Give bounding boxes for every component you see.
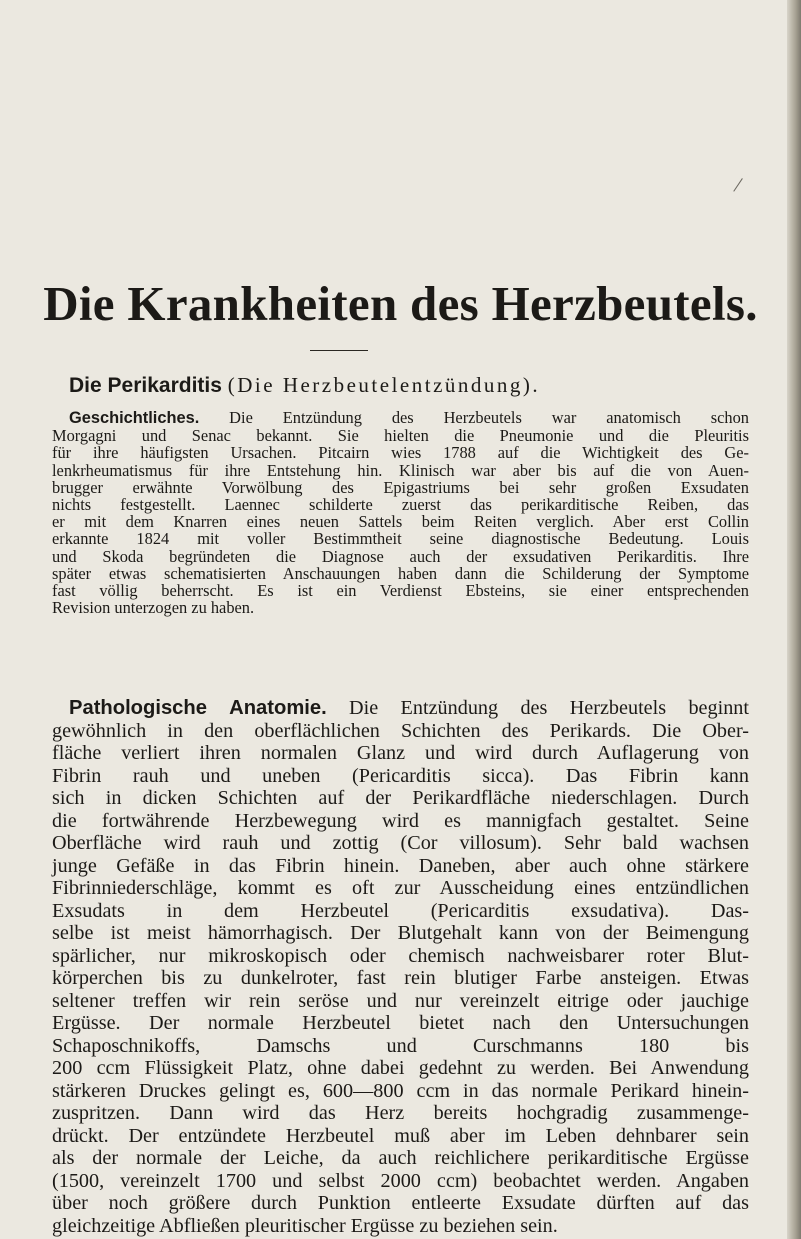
- margin-mark: /: [731, 171, 745, 198]
- text-line: drückt. Der entzündete Herzbeutel muß aber im Leben dehnbarer sein: [52, 1124, 749, 1147]
- chapter-title: Die Krankheiten des Herzbeutels.: [43, 276, 758, 331]
- paragraph-heading: Pathologische Anatomie.: [69, 697, 327, 719]
- text-line: lenkrheumatismus für ihre Entstehung hin. Klinisch war aber bis auf die von Auen-: [52, 460, 749, 480]
- title-rule: [310, 350, 368, 351]
- text-line: als der normale der Leiche, da auch reichlichere perikarditische Ergüsse: [52, 1147, 749, 1169]
- text-line: Schaposchnikoffs, Damschs und Curschmanns 180 bis: [52, 1034, 749, 1057]
- text-line: [52, 697, 749, 720]
- text-line: Ergüsse. Der normale Herzbeutel bietet nach den Untersuchungen: [52, 1012, 749, 1034]
- section-title-main: Die Perikarditis: [69, 374, 222, 397]
- text-line: 200 ccm Flüssigkeit Platz, ohne dabei gedehnt zu werden. Bei Anwendung: [52, 1057, 749, 1079]
- text-line: fast völlig beherrscht. Es ist ein Verdienst Ebsteins, sie einer entsprechenden: [52, 581, 749, 601]
- text-line: Morgagni und Senac bekannt. Sie hielten die Pneumonie und die Pleuritis: [52, 426, 749, 446]
- text-line: Exsudats in dem Herzbeutel (Pericarditis exsudativa). Das-: [52, 899, 749, 922]
- text-line: die fortwährende Herzbewegung wird es mannigfach gestaltet. Seine: [52, 809, 749, 832]
- text-line: gewöhnlich in den oberflächlichen Schichten des Perikards. Die Ober-: [52, 719, 749, 742]
- text-line: fläche verliert ihren normalen Glanz und wird durch Auflagerung von: [52, 742, 749, 764]
- section-title: [69, 373, 540, 398]
- text-line: seltener treffen wir rein seröse und nur vereinzelt eitrige oder jauchige: [52, 989, 749, 1012]
- text-line: (1500, vereinzelt 1700 und selbst 2000 ccm) beobachtet werden. Angaben: [52, 1169, 749, 1192]
- text-line-rest: Die Entzündung des Herzbeutels beginnt: [326, 697, 749, 719]
- text-line: selbe ist meist hämorrhagisch. Der Blutgehalt kann von der Beimengung: [52, 922, 749, 944]
- text-line: Fibrinniederschläge, kommt es oft zur Ausscheidung eines entzündlichen: [52, 877, 749, 899]
- text-line: körperchen bis zu dunkelroter, fast rein blutiger Farbe ansteigen. Etwas: [52, 967, 749, 989]
- text-line-rest: Die Entzündung des Herzbeutels war anatomisch schon: [199, 408, 749, 427]
- text-line: brugger erwähnte Vorwölbung des Epigastriums bei sehr großen Exsudaten: [52, 477, 749, 497]
- text-line: spärlicher, nur mikroskopisch oder chemisch nachweisbarer roter Blut-: [52, 944, 749, 967]
- text-line: gleichzeitige Abfließen pleuritischer Ergüsse zu beziehen sein.: [52, 1214, 558, 1237]
- section-subtitle: (Die Herzbeutelentzündung).: [227, 373, 541, 397]
- text-line: nichts festgestellt. Laennec schilderte zuerst das perikarditische Reiben, das: [52, 495, 749, 515]
- paragraph-geschichtliches: [52, 409, 749, 616]
- paragraph-pathologische-anatomie: [52, 697, 749, 1237]
- text-line: stärkeren Druckes gelingt es, 600—800 ccm in das normale Perikard hinein-: [52, 1079, 749, 1102]
- text-line: junge Gefäße in das Fibrin hinein. Daneben, aber auch ohne stärkere: [52, 854, 749, 877]
- paragraph-heading: Geschichtliches.: [69, 409, 200, 427]
- text-line: sich in dicken Schichten auf der Perikardfläche niederschlagen. Durch: [52, 787, 749, 809]
- text-line: Oberfläche wird rauh und zottig (Cor villosum). Sehr bald wachsen: [52, 832, 749, 854]
- text-line: Fibrin rauh und uneben (Pericarditis sicca). Das Fibrin kann: [52, 764, 749, 787]
- text-line: über noch größere durch Punktion entleerte Exsudate dürften auf das: [52, 1192, 749, 1214]
- page-edge-shadow: [787, 0, 801, 1239]
- text-line: zuspritzen. Dann wird das Herz bereits hochgradig zusammenge-: [52, 1102, 749, 1124]
- text-line: erkannte 1824 mit voller Bestimmtheit seine diagnostische Bedeutung. Louis: [52, 529, 749, 549]
- text-line: er mit dem Knarren eines neuen Sattels beim Reiten verglich. Aber erst Collin: [52, 512, 749, 532]
- text-line: [52, 409, 749, 427]
- text-line: Revision unterzogen zu haben.: [52, 598, 255, 618]
- text-line: später etwas schematisierten Anschauungen haben dann die Schilderung der Symptome: [52, 563, 749, 583]
- text-line: und Skoda begründeten die Diagnose auch der exsudativen Perikarditis. Ihre: [52, 546, 749, 566]
- text-line: für ihre häufigsten Ursachen. Pitcairn wies 1788 auf die Wichtigkeit des Ge-: [52, 443, 749, 463]
